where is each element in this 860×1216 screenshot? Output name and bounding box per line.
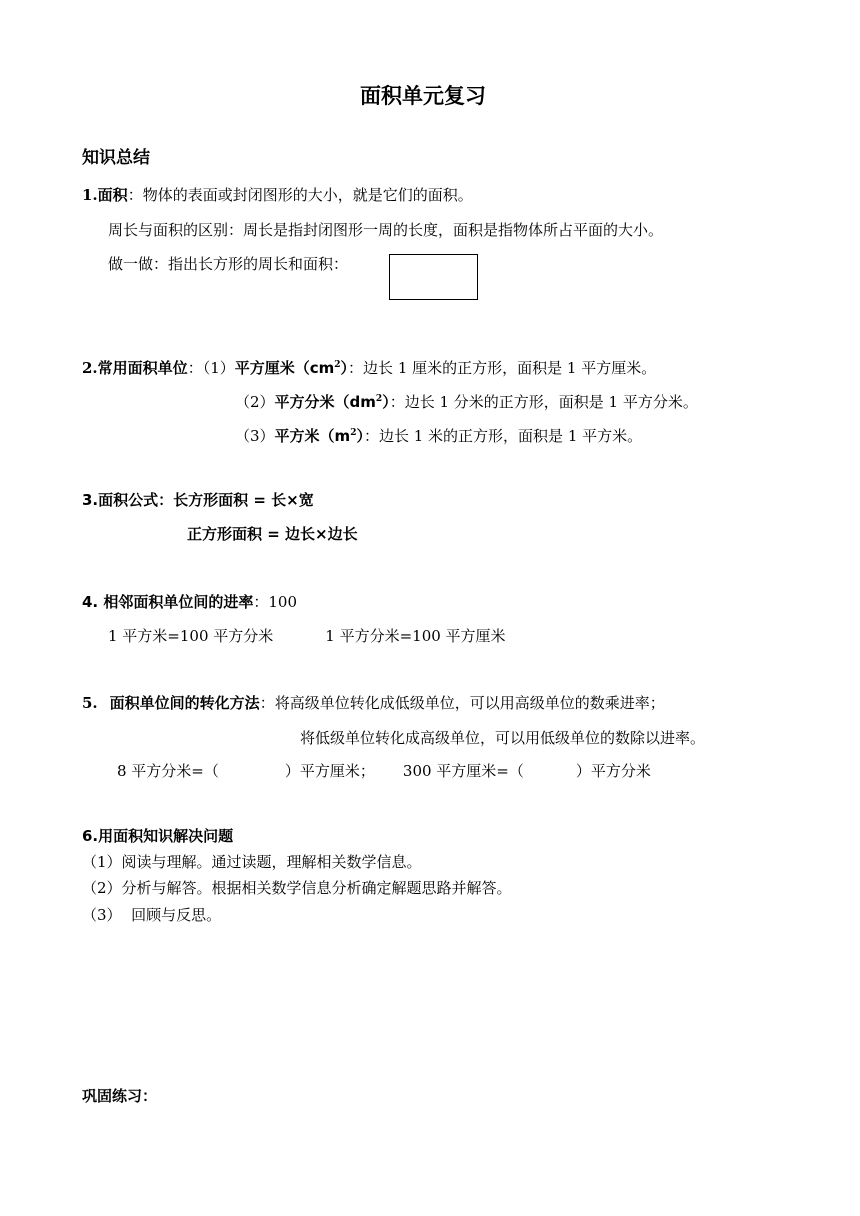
unit-1-close: ） (340, 359, 349, 377)
exercise-1-right: ）平方厘米； (284, 762, 375, 780)
unit-2-term: 平方分米（dm (274, 393, 376, 411)
section-5-text-1: ：将高级单位转化成低级单位，可以用高级单位的数乘进率； (259, 694, 665, 712)
section-1-line-2: 周长与面积的区别：周长是指封闭图形一周的长度，面积是指物体所占平面的大小。 (108, 221, 664, 239)
unit-2-text: ：边长 1 分米的正方形，面积是 1 平方分米。 (389, 393, 698, 411)
unit-1-sup: 2 (334, 360, 341, 370)
rectangle-figure (389, 254, 478, 300)
section-3-line-1: 3.面积公式：长方形面积 = 长×宽 (82, 491, 314, 509)
section-1-text: ：物体的表面或封闭图形的大小，就是它们的面积。 (127, 186, 473, 204)
unit-2-close: ） (382, 393, 390, 411)
section-5-num: 5. (82, 694, 98, 712)
section-1-line-3: 做一做：指出长方形的周长和面积： (108, 255, 349, 273)
section-5-exercise-line (117, 761, 651, 781)
section-2-line-3 (235, 423, 642, 446)
section-4-term: 4. 相邻面积单位间的进率 (82, 593, 254, 611)
section-5-term: 面积单位间的转化方法 (109, 694, 260, 712)
section-1-num: 1. (82, 186, 98, 204)
unit-3-text: ：边长 1 米的正方形，面积是 1 平方米。 (363, 427, 643, 445)
unit-1-prefix: ：（1） (187, 359, 235, 377)
unit-2-prefix: （2） (235, 393, 275, 411)
unit-3-close: ） (356, 427, 364, 445)
rate-example-2: 1 平方分米=100 平方厘米 (325, 627, 506, 645)
unit-3-prefix: （3） (235, 427, 275, 445)
unit-2-sup: 2 (375, 394, 383, 404)
section-6-item-1: （1）阅读与理解。通过读题，理解相关数学信息。 (82, 853, 422, 871)
section-4-line-1 (82, 592, 297, 612)
section-1-line-1 (82, 185, 473, 205)
unit-1-term: 平方厘米（cm (234, 359, 335, 377)
section-1-term: 面积 (97, 186, 128, 204)
summary-heading: 知识总结 (82, 148, 150, 168)
section-3-line-2: 正方形面积 = 边长×边长 (187, 525, 358, 543)
exercise-1-left: 8 平方分米=（ (117, 762, 219, 780)
section-5-line-2: 将低级单位转化成高级单位，可以用低级单位的数除以进率。 (300, 729, 706, 747)
section-6-item-2: （2）分析与解答。根据相关数学信息分析确定解题思路并解答。 (82, 879, 512, 897)
unit-3-term: 平方米（m (274, 427, 351, 445)
section-6-heading: 6.用面积知识解决问题 (82, 827, 234, 845)
exercise-2-right: ）平方分米 (575, 762, 651, 780)
section-4-line-2 (108, 626, 506, 646)
practice-heading: 巩固练习： (82, 1087, 158, 1105)
unit-1-text: ：边长 1 厘米的正方形，面积是 1 平方厘米。 (348, 359, 657, 377)
page-title: 面积单元复习 (360, 84, 486, 108)
section-5-line-1 (82, 693, 665, 713)
section-2-term: 常用面积单位 (97, 359, 188, 377)
unit-3-sup: 2 (350, 428, 357, 438)
rate-example-1: 1 平方米=100 平方分米 (108, 627, 274, 645)
section-2-line-1 (82, 355, 656, 378)
section-4-value: ：100 (253, 593, 297, 611)
section-2-num: 2. (82, 359, 98, 377)
section-2-line-2 (235, 389, 698, 412)
section-6-item-3: （3） 回顾与反思。 (82, 906, 222, 924)
exercise-2-left: 300 平方厘米=（ (402, 762, 524, 780)
